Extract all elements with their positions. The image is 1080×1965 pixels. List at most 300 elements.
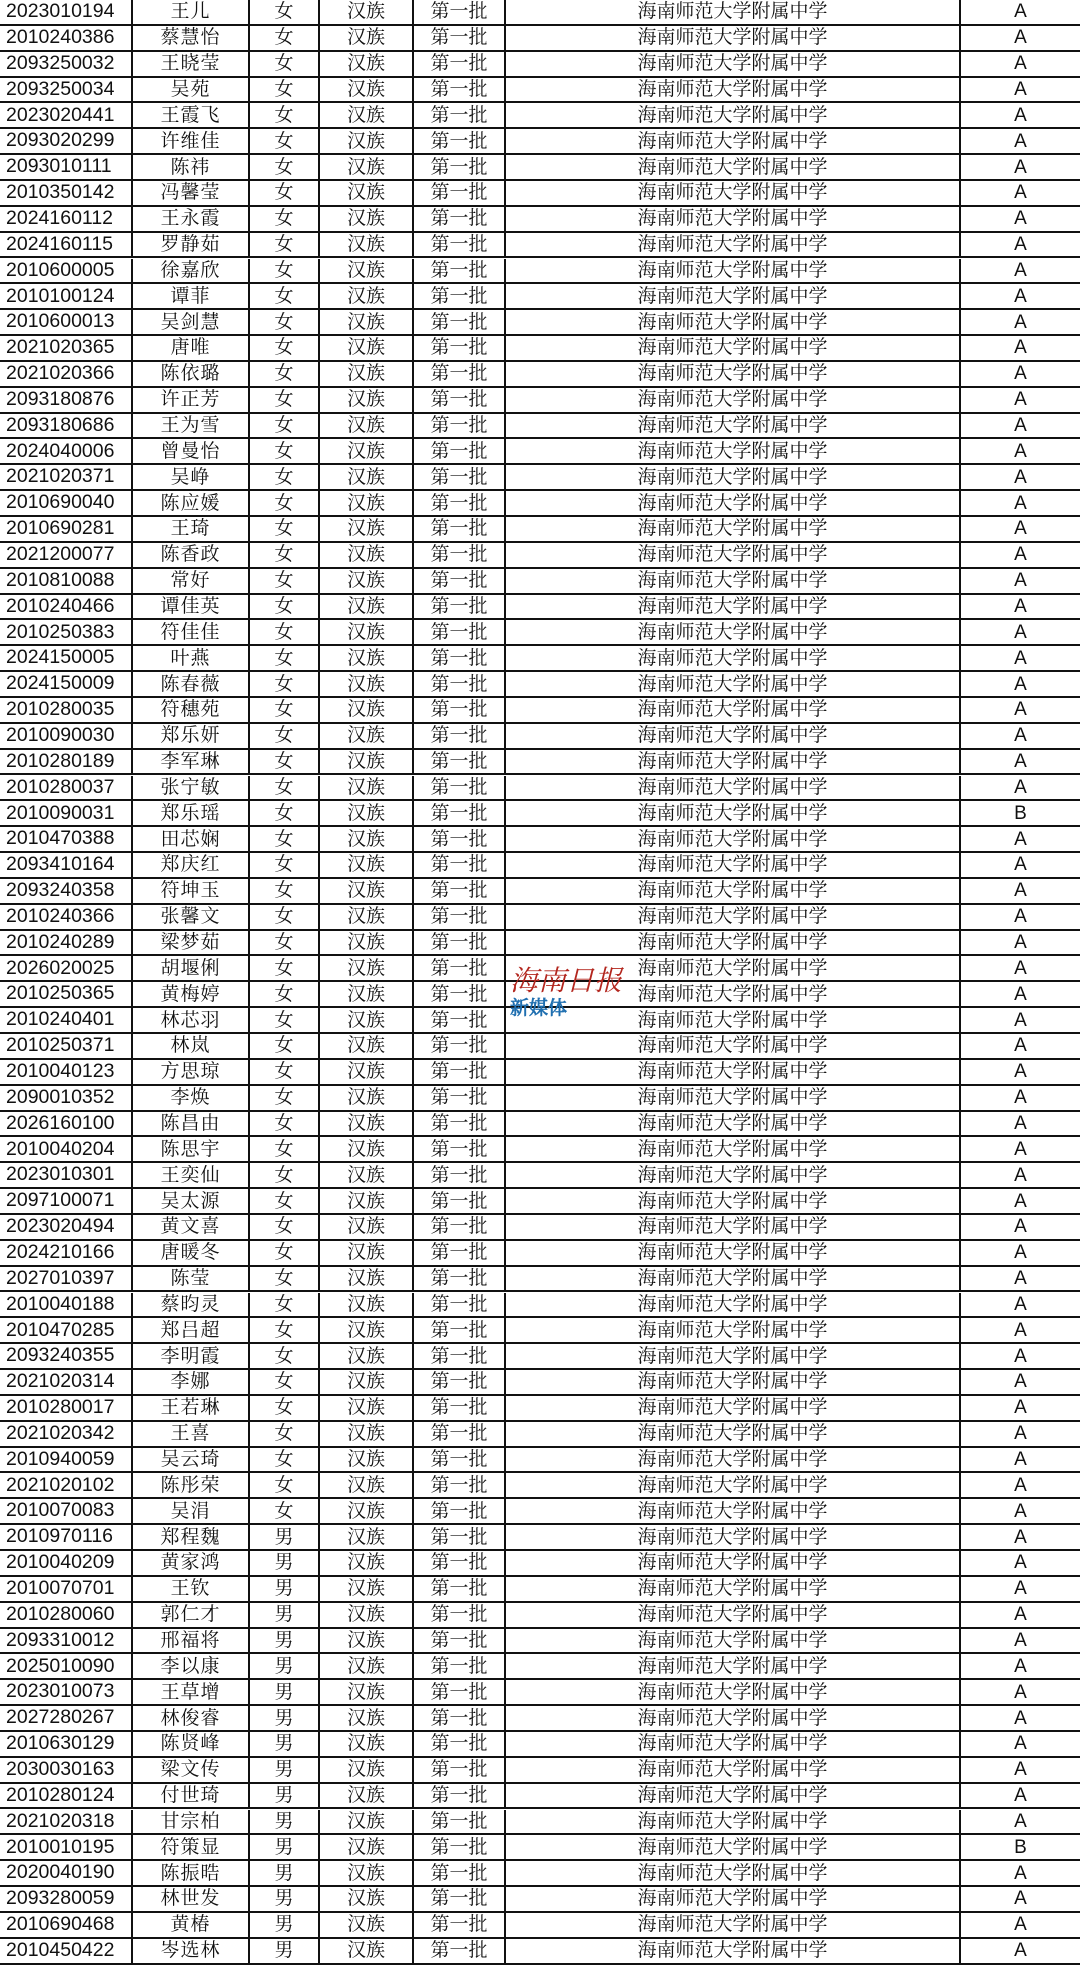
student-id-cell: 2010280060 (0, 1603, 133, 1627)
school-cell: 海南师范大学附属中学 (506, 956, 961, 980)
gender-cell: 男 (250, 1784, 320, 1808)
student-id-cell: 2010600005 (0, 259, 133, 283)
table-row (0, 1267, 1080, 1293)
grade-cell: A (1014, 906, 1027, 928)
gender-cell: 男 (250, 1706, 320, 1730)
batch-cell: 第一批 (414, 1318, 506, 1342)
student-id-cell: 2026020025 (0, 956, 133, 980)
school-cell: 海南师范大学附属中学 (506, 181, 961, 205)
school-cell: 海南师范大学附属中学 (506, 1189, 961, 1213)
school-cell: 海南师范大学附属中学 (506, 1551, 961, 1575)
student-name-cell: 邢福将 (133, 1629, 250, 1653)
school-cell: 海南师范大学附属中学 (506, 620, 961, 644)
ethnicity-cell: 汉族 (320, 284, 414, 308)
batch-cell: 第一批 (414, 439, 506, 463)
student-name-cell: 王永霞 (133, 207, 250, 231)
ethnicity-cell: 汉族 (320, 1913, 414, 1937)
student-id-cell: 2097100071 (0, 1189, 133, 1213)
table-row (0, 491, 1080, 517)
school-cell: 海南师范大学附属中学 (506, 1603, 961, 1627)
batch-cell: 第一批 (414, 905, 506, 929)
batch-cell: 第一批 (414, 1370, 506, 1394)
school-cell: 海南师范大学附属中学 (506, 1939, 961, 1963)
student-id-cell: 2025010090 (0, 1654, 133, 1678)
student-name-cell: 李娜 (133, 1370, 250, 1394)
gender-cell: 女 (250, 517, 320, 541)
table-row (0, 336, 1080, 362)
gender-cell: 女 (250, 1422, 320, 1446)
table-row (0, 52, 1080, 78)
batch-cell: 第一批 (414, 1835, 506, 1859)
grade-cell: A (1014, 1500, 1027, 1522)
school-cell: 海南师范大学附属中学 (506, 1913, 961, 1937)
school-cell: 海南师范大学附属中学 (506, 336, 961, 360)
batch-cell: 第一批 (414, 595, 506, 619)
grade-cell: A (1014, 1345, 1027, 1367)
gender-cell: 女 (250, 1112, 320, 1136)
gender-cell: 女 (250, 543, 320, 567)
grade-cell: A (1014, 1655, 1027, 1677)
student-id-cell: 2027010397 (0, 1267, 133, 1291)
grade-cell: A (1014, 828, 1027, 850)
gender-cell: 女 (250, 1318, 320, 1342)
student-id-cell: 2010010195 (0, 1835, 133, 1859)
table-row (0, 543, 1080, 569)
grade-cell: A (1014, 1268, 1027, 1290)
table-row (0, 672, 1080, 698)
table-row (0, 1086, 1080, 1112)
ethnicity-cell: 汉族 (320, 1473, 414, 1497)
school-cell: 海南师范大学附属中学 (506, 1215, 961, 1239)
batch-cell: 第一批 (414, 1267, 506, 1291)
student-name-cell: 陈昌由 (133, 1112, 250, 1136)
grade-cell: A (1014, 518, 1027, 540)
student-id-cell: 2010470285 (0, 1318, 133, 1342)
student-name-cell: 郑乐瑶 (133, 801, 250, 825)
grade-cell: A (1014, 854, 1027, 876)
batch-cell: 第一批 (414, 1732, 506, 1756)
batch-cell: 第一批 (414, 1861, 506, 1885)
school-cell: 海南师范大学附属中学 (506, 1448, 961, 1472)
school-cell: 海南师范大学附属中学 (506, 78, 961, 102)
student-name-cell: 张馨文 (133, 905, 250, 929)
school-cell: 海南师范大学附属中学 (506, 1499, 961, 1523)
student-name-cell: 符佳佳 (133, 620, 250, 644)
grade-cell: A (1014, 389, 1027, 411)
table-row (0, 1008, 1080, 1034)
school-cell: 海南师范大学附属中学 (506, 465, 961, 489)
student-id-cell: 2010240386 (0, 26, 133, 50)
student-id-cell: 2010280037 (0, 776, 133, 800)
ethnicity-cell: 汉族 (320, 569, 414, 593)
table-row (0, 1448, 1080, 1474)
gender-cell: 女 (250, 724, 320, 748)
school-cell: 海南师范大学附属中学 (506, 207, 961, 231)
table-row (0, 1473, 1080, 1499)
gender-cell: 男 (250, 1861, 320, 1885)
gender-cell: 女 (250, 776, 320, 800)
gender-cell: 男 (250, 1913, 320, 1937)
student-id-cell: 2010250383 (0, 620, 133, 644)
gender-cell: 女 (250, 698, 320, 722)
gender-cell: 女 (250, 1267, 320, 1291)
ethnicity-cell: 汉族 (320, 155, 414, 179)
batch-cell: 第一批 (414, 52, 506, 76)
student-name-cell: 陈振晧 (133, 1861, 250, 1885)
grade-cell: A (1014, 1397, 1027, 1419)
gender-cell: 男 (250, 1835, 320, 1859)
ethnicity-cell: 汉族 (320, 1680, 414, 1704)
table-row (0, 905, 1080, 931)
gender-cell: 女 (250, 672, 320, 696)
grade-cell: A (1014, 234, 1027, 256)
gender-cell: 男 (250, 1758, 320, 1782)
grade-cell: A (1014, 983, 1027, 1005)
gender-cell: 女 (250, 362, 320, 386)
table-row (0, 129, 1080, 155)
batch-cell: 第一批 (414, 78, 506, 102)
grade-cell: A (1014, 492, 1027, 514)
table-row (0, 414, 1080, 440)
ethnicity-cell: 汉族 (320, 103, 414, 127)
student-name-cell: 曾曼怡 (133, 439, 250, 463)
school-cell: 海南师范大学附属中学 (506, 155, 961, 179)
gender-cell: 女 (250, 26, 320, 50)
ethnicity-cell: 汉族 (320, 1810, 414, 1834)
batch-cell: 第一批 (414, 465, 506, 489)
gender-cell: 女 (250, 310, 320, 334)
batch-cell: 第一批 (414, 1499, 506, 1523)
gender-cell: 女 (250, 956, 320, 980)
school-cell: 海南师范大学附属中学 (506, 284, 961, 308)
gender-cell: 女 (250, 801, 320, 825)
table-row (0, 1370, 1080, 1396)
school-cell: 海南师范大学附属中学 (506, 1680, 961, 1704)
gender-cell: 女 (250, 1293, 320, 1317)
table-row (0, 1344, 1080, 1370)
grade-cell: A (1014, 1785, 1027, 1807)
table-row (0, 1758, 1080, 1784)
gender-cell: 女 (250, 155, 320, 179)
ethnicity-cell: 汉族 (320, 646, 414, 670)
student-name-cell: 李以康 (133, 1654, 250, 1678)
student-name-cell: 王为雪 (133, 414, 250, 438)
ethnicity-cell: 汉族 (320, 1370, 414, 1394)
student-id-cell: 2010070701 (0, 1577, 133, 1601)
gender-cell: 女 (250, 1086, 320, 1110)
gender-cell: 男 (250, 1887, 320, 1911)
grade-cell: A (1014, 1810, 1027, 1832)
table-row (0, 620, 1080, 646)
student-name-cell: 冯馨莹 (133, 181, 250, 205)
school-cell: 海南师范大学附属中学 (506, 1344, 961, 1368)
school-cell: 海南师范大学附属中学 (506, 1060, 961, 1084)
ethnicity-cell: 汉族 (320, 776, 414, 800)
student-id-cell: 2024150005 (0, 646, 133, 670)
student-name-cell: 甘宗柏 (133, 1810, 250, 1834)
student-name-cell: 符策显 (133, 1835, 250, 1859)
gender-cell: 女 (250, 905, 320, 929)
batch-cell: 第一批 (414, 1473, 506, 1497)
school-cell: 海南师范大学附属中学 (506, 1034, 961, 1058)
table-row (0, 259, 1080, 285)
table-row (0, 1629, 1080, 1655)
table-row (0, 1706, 1080, 1732)
student-name-cell: 陈莹 (133, 1267, 250, 1291)
ethnicity-cell: 汉族 (320, 1137, 414, 1161)
student-name-cell: 林世发 (133, 1887, 250, 1911)
gender-cell: 女 (250, 1137, 320, 1161)
gender-cell: 女 (250, 1448, 320, 1472)
table-row (0, 1784, 1080, 1810)
student-id-cell: 2090010352 (0, 1086, 133, 1110)
batch-cell: 第一批 (414, 853, 506, 877)
student-id-cell: 2021020318 (0, 1810, 133, 1834)
student-name-cell: 陈贤峰 (133, 1732, 250, 1756)
ethnicity-cell: 汉族 (320, 1034, 414, 1058)
table-row (0, 1939, 1080, 1965)
batch-cell: 第一批 (414, 750, 506, 774)
batch-cell: 第一批 (414, 1344, 506, 1368)
ethnicity-cell: 汉族 (320, 1629, 414, 1653)
grade-cell: A (1014, 156, 1027, 178)
student-name-cell: 李明霞 (133, 1344, 250, 1368)
school-cell: 海南师范大学附属中学 (506, 1629, 961, 1653)
batch-cell: 第一批 (414, 1939, 506, 1963)
student-id-cell: 2093180686 (0, 414, 133, 438)
student-id-cell: 2024150009 (0, 672, 133, 696)
student-name-cell: 林俊睿 (133, 1706, 250, 1730)
ethnicity-cell: 汉族 (320, 1215, 414, 1239)
gender-cell: 女 (250, 1034, 320, 1058)
ethnicity-cell: 汉族 (320, 982, 414, 1006)
student-name-cell: 黄椿 (133, 1913, 250, 1937)
table-row (0, 1887, 1080, 1913)
grade-cell: A (1014, 1164, 1027, 1186)
gender-cell: 女 (250, 388, 320, 412)
ethnicity-cell: 汉族 (320, 181, 414, 205)
batch-cell: 第一批 (414, 1008, 506, 1032)
table-row (0, 103, 1080, 129)
batch-cell: 第一批 (414, 1577, 506, 1601)
grade-cell: A (1014, 1371, 1027, 1393)
student-name-cell: 林芯羽 (133, 1008, 250, 1032)
ethnicity-cell: 汉族 (320, 827, 414, 851)
table-row (0, 207, 1080, 233)
grade-cell: A (1014, 27, 1027, 49)
grade-cell: A (1014, 1138, 1027, 1160)
batch-cell: 第一批 (414, 284, 506, 308)
batch-cell: 第一批 (414, 0, 506, 24)
student-name-cell: 常好 (133, 569, 250, 593)
student-name-cell: 梁文传 (133, 1758, 250, 1782)
ethnicity-cell: 汉族 (320, 1835, 414, 1859)
grade-cell: A (1014, 1888, 1027, 1910)
table-row (0, 1913, 1080, 1939)
student-name-cell: 黄家鸿 (133, 1551, 250, 1575)
grade-cell: A (1014, 1629, 1027, 1651)
grade-cell: A (1014, 130, 1027, 152)
batch-cell: 第一批 (414, 1241, 506, 1265)
grade-cell: A (1014, 1914, 1027, 1936)
gender-cell: 女 (250, 1008, 320, 1032)
student-id-cell: 2010240466 (0, 595, 133, 619)
grade-cell: A (1014, 1707, 1027, 1729)
student-name-cell: 王若琳 (133, 1396, 250, 1420)
student-id-cell: 2010630129 (0, 1732, 133, 1756)
gender-cell: 女 (250, 1189, 320, 1213)
school-cell: 海南师范大学附属中学 (506, 982, 961, 1006)
batch-cell: 第一批 (414, 698, 506, 722)
batch-cell: 第一批 (414, 672, 506, 696)
grade-cell: A (1014, 415, 1027, 437)
school-cell: 海南师范大学附属中学 (506, 1706, 961, 1730)
table-row (0, 362, 1080, 388)
student-name-cell: 陈彤荣 (133, 1473, 250, 1497)
table-row (0, 1654, 1080, 1680)
student-id-cell: 2023010194 (0, 0, 133, 24)
batch-cell: 第一批 (414, 1396, 506, 1420)
grade-cell: A (1014, 570, 1027, 592)
school-cell: 海南师范大学附属中学 (506, 1525, 961, 1549)
table-row (0, 569, 1080, 595)
student-name-cell: 郑乐妍 (133, 724, 250, 748)
student-id-cell: 2030030163 (0, 1758, 133, 1782)
ethnicity-cell: 汉族 (320, 1499, 414, 1523)
student-id-cell: 2023020494 (0, 1215, 133, 1239)
watermark-logo: 海南日报 (510, 964, 623, 997)
table-row (0, 1810, 1080, 1836)
ethnicity-cell: 汉族 (320, 1551, 414, 1575)
table-row (0, 1680, 1080, 1706)
grade-cell: A (1014, 751, 1027, 773)
batch-cell: 第一批 (414, 1293, 506, 1317)
batch-cell: 第一批 (414, 491, 506, 515)
school-cell: 海南师范大学附属中学 (506, 1163, 961, 1187)
ethnicity-cell: 汉族 (320, 672, 414, 696)
table-row (0, 1861, 1080, 1887)
table-row (0, 595, 1080, 621)
ethnicity-cell: 汉族 (320, 1189, 414, 1213)
school-cell: 海南师范大学附属中学 (506, 569, 961, 593)
table-row (0, 646, 1080, 672)
ethnicity-cell: 汉族 (320, 362, 414, 386)
grade-cell: A (1014, 1087, 1027, 1109)
table-row (0, 1163, 1080, 1189)
ethnicity-cell: 汉族 (320, 1008, 414, 1032)
gender-cell: 女 (250, 827, 320, 851)
batch-cell: 第一批 (414, 1189, 506, 1213)
student-id-cell: 2093280059 (0, 1887, 133, 1911)
gender-cell: 女 (250, 750, 320, 774)
student-id-cell: 2010040204 (0, 1137, 133, 1161)
student-name-cell: 符穗苑 (133, 698, 250, 722)
gender-cell: 男 (250, 1939, 320, 1963)
student-name-cell: 许维佳 (133, 129, 250, 153)
gender-cell: 男 (250, 1680, 320, 1704)
student-id-cell: 2010250365 (0, 982, 133, 1006)
batch-cell: 第一批 (414, 1525, 506, 1549)
table-row (0, 879, 1080, 905)
table-row (0, 1137, 1080, 1163)
student-name-cell: 陈香政 (133, 543, 250, 567)
student-name-cell: 张宁敏 (133, 776, 250, 800)
table-row (0, 1422, 1080, 1448)
gender-cell: 女 (250, 879, 320, 903)
ethnicity-cell: 汉族 (320, 52, 414, 76)
ethnicity-cell: 汉族 (320, 801, 414, 825)
table-row (0, 1112, 1080, 1138)
school-cell: 海南师范大学附属中学 (506, 103, 961, 127)
ethnicity-cell: 汉族 (320, 595, 414, 619)
gender-cell: 女 (250, 259, 320, 283)
student-id-cell: 2010280124 (0, 1784, 133, 1808)
gender-cell: 女 (250, 181, 320, 205)
student-name-cell: 胡堰俐 (133, 956, 250, 980)
student-id-cell: 2093180876 (0, 388, 133, 412)
grade-cell: A (1014, 725, 1027, 747)
table-row (0, 1603, 1080, 1629)
table-row (0, 1499, 1080, 1525)
batch-cell: 第一批 (414, 1680, 506, 1704)
student-name-cell: 叶燕 (133, 646, 250, 670)
table-row (0, 439, 1080, 465)
grade-cell: A (1014, 182, 1027, 204)
batch-cell: 第一批 (414, 414, 506, 438)
student-name-cell: 王喜 (133, 1422, 250, 1446)
table-row (0, 1034, 1080, 1060)
grade-cell: A (1014, 1035, 1027, 1057)
student-name-cell: 方思琼 (133, 1060, 250, 1084)
student-name-cell: 王钦 (133, 1577, 250, 1601)
student-id-cell: 2010690040 (0, 491, 133, 515)
gender-cell: 女 (250, 646, 320, 670)
student-id-cell: 2010970116 (0, 1525, 133, 1549)
ethnicity-cell: 汉族 (320, 1241, 414, 1265)
table-row (0, 310, 1080, 336)
student-id-cell: 2010240289 (0, 931, 133, 955)
ethnicity-cell: 汉族 (320, 1758, 414, 1782)
gender-cell: 女 (250, 0, 320, 24)
table-row (0, 698, 1080, 724)
student-id-cell: 2024160115 (0, 233, 133, 257)
school-cell: 海南师范大学附属中学 (506, 750, 961, 774)
student-id-cell: 2024160112 (0, 207, 133, 231)
grade-cell: A (1014, 1681, 1027, 1703)
table-row (0, 776, 1080, 802)
grade-cell: A (1014, 1474, 1027, 1496)
student-name-cell: 林岚 (133, 1034, 250, 1058)
ethnicity-cell: 汉族 (320, 1861, 414, 1885)
student-name-cell: 谭佳英 (133, 595, 250, 619)
table-row (0, 982, 1080, 1008)
student-name-cell: 吴太源 (133, 1189, 250, 1213)
grade-cell: A (1014, 595, 1027, 617)
ethnicity-cell: 汉族 (320, 439, 414, 463)
school-cell: 海南师范大学附属中学 (506, 1577, 961, 1601)
grade-cell: A (1014, 621, 1027, 643)
ethnicity-cell: 汉族 (320, 1448, 414, 1472)
grade-cell: A (1014, 337, 1027, 359)
batch-cell: 第一批 (414, 103, 506, 127)
batch-cell: 第一批 (414, 1137, 506, 1161)
grade-cell: A (1014, 1862, 1027, 1884)
grade-cell: A (1014, 1940, 1027, 1962)
school-cell: 海南师范大学附属中学 (506, 905, 961, 929)
school-cell: 海南师范大学附属中学 (506, 1112, 961, 1136)
batch-cell: 第一批 (414, 1448, 506, 1472)
ethnicity-cell: 汉族 (320, 1396, 414, 1420)
